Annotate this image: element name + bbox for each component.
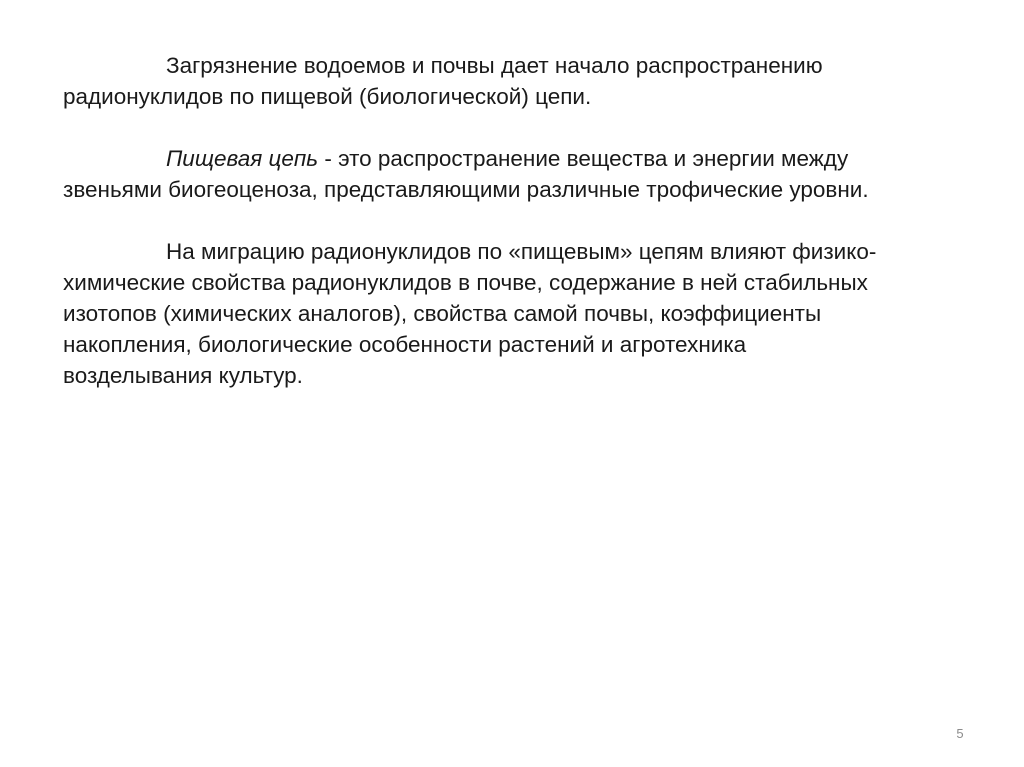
- paragraph-food-chain-definition: [63, 143, 993, 205]
- paragraph-line: звеньями биогеоценоза, представляющими различные трофические уровни.: [63, 177, 869, 202]
- paragraph-pollution: [63, 50, 993, 112]
- paragraph-migration-factors: [63, 236, 993, 391]
- term-food-chain: Пищевая цепь: [166, 146, 319, 171]
- paragraph-line: возделывания культур.: [63, 363, 303, 388]
- paragraph-line: изотопов (химических аналогов), свойства самой почвы, коэффициенты: [63, 301, 822, 326]
- slide-text-body: [63, 50, 993, 422]
- paragraph-line: накопления, биологические особенности растений и агротехника: [63, 332, 747, 357]
- paragraph-line: радионуклидов по пищевой (биологической) цепи.: [63, 84, 592, 109]
- paragraph-line: На миграцию радионуклидов по «пищевым» цепям влияют физико-: [166, 239, 877, 264]
- definition-text: - это распространение вещества и энергии между: [318, 146, 849, 171]
- paragraph-line: Загрязнение водоемов и почвы дает начало распространению: [166, 53, 823, 78]
- page-number: 5: [956, 726, 964, 741]
- paragraph-line: химические свойства радионуклидов в почве, содержание в ней стабильных: [63, 270, 868, 295]
- paragraph-line: [63, 143, 993, 174]
